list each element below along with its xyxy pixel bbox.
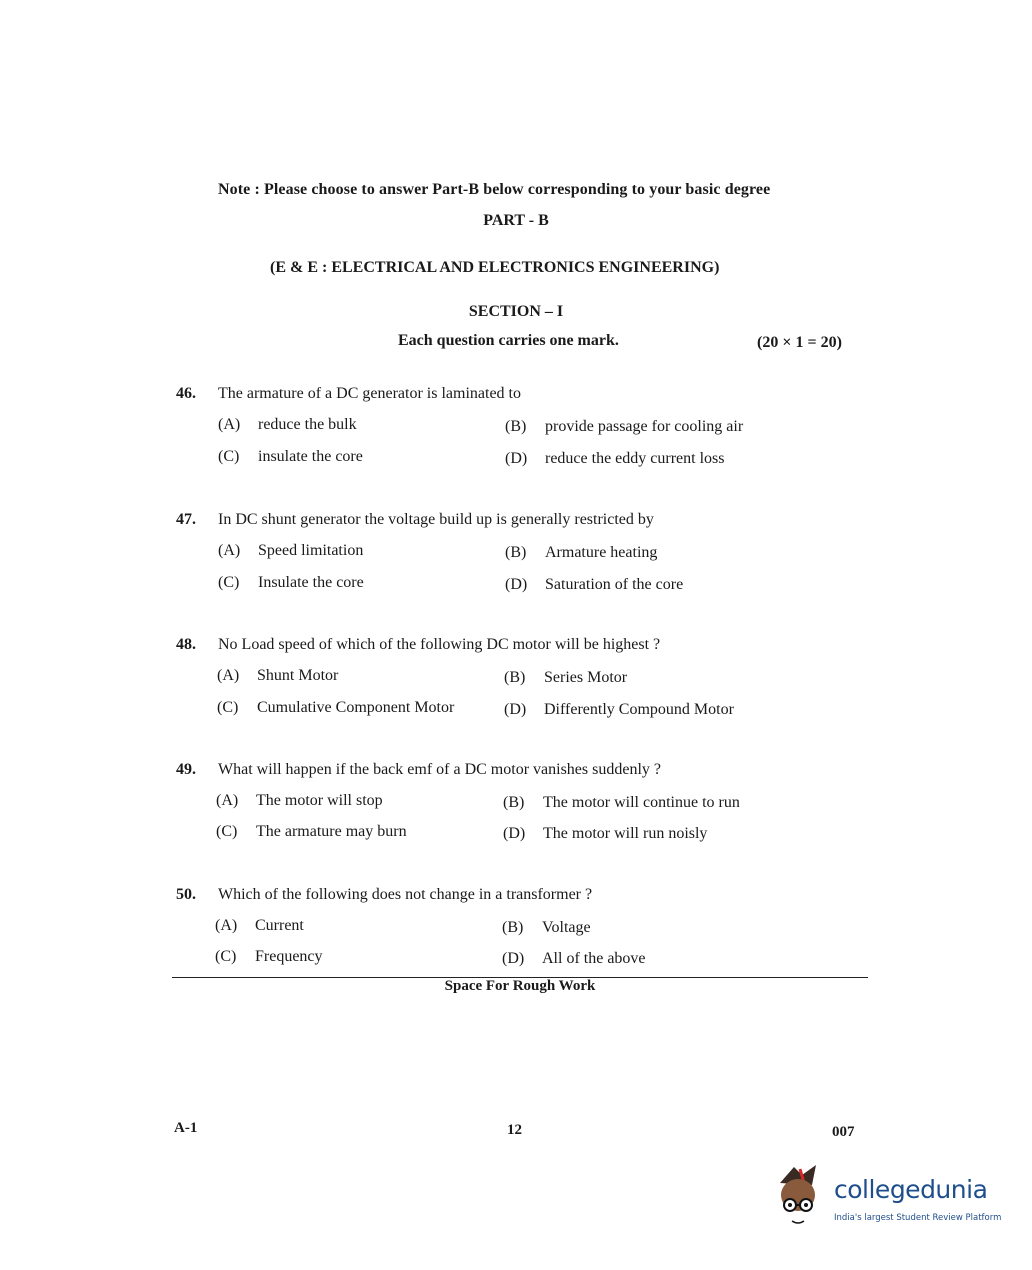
note-text: Note : Please choose to answer Part-B below corresponding to your basic degree [218, 181, 771, 198]
option-a: (A) The motor will stop [216, 792, 383, 809]
mascot-icon [772, 1163, 832, 1227]
subject-heading: (E & E : ELECTRICAL AND ELECTRONICS ENGINEERING) [270, 259, 720, 276]
page-number: 12 [507, 1122, 522, 1138]
question-47 [176, 511, 876, 611]
question-number: 47. [176, 511, 196, 528]
option-a: (A) reduce the bulk [218, 416, 357, 433]
question-text: In DC shunt generator the voltage build up is generally restricted by [218, 511, 654, 528]
marks-instruction: Each question carries one mark. [398, 332, 619, 349]
option-d: (D) Saturation of the core [505, 576, 684, 593]
question-number: 49. [176, 761, 196, 778]
option-b: (B) Armature heating [505, 544, 658, 561]
question-48 [176, 636, 876, 736]
part-heading: PART - B [483, 212, 549, 229]
option-a: (A) Shunt Motor [217, 667, 339, 684]
question-text: No Load speed of which of the following DC motor will be highest ? [218, 636, 661, 653]
option-c: (C) insulate the core [218, 448, 363, 465]
collegedunia-logo [772, 1163, 1002, 1233]
option-b: (B) provide passage for cooling air [505, 418, 744, 435]
option-b: (B) The motor will continue to run [503, 794, 740, 811]
marks-total: (20 × 1 = 20) [757, 334, 842, 351]
option-d: (D) All of the above [502, 950, 646, 967]
question-text: The armature of a DC generator is laminated to [218, 385, 521, 402]
question-number: 46. [176, 385, 196, 402]
option-d: (D) reduce the eddy current loss [505, 450, 725, 467]
option-c: (C) Cumulative Component Motor [217, 699, 455, 716]
question-text: What will happen if the back emf of a DC motor vanishes suddenly ? [218, 761, 661, 778]
logo-tagline: India's largest Student Review Platform [834, 1213, 1002, 1223]
option-c: (C) Frequency [215, 948, 323, 965]
option-b: (B) Series Motor [504, 669, 628, 686]
section-heading: SECTION – I [468, 303, 564, 320]
question-50 [176, 886, 876, 986]
option-c: (C) The armature may burn [216, 823, 407, 840]
question-49 [176, 761, 876, 861]
question-46 [176, 385, 876, 485]
booklet-series: A-1 [174, 1120, 198, 1136]
question-number: 48. [176, 636, 196, 653]
option-a: (A) Speed limitation [218, 542, 364, 559]
rough-work-label: Space For Rough Work [444, 978, 596, 994]
question-text: Which of the following does not change in a transformer ? [218, 886, 593, 903]
paper-code: 007 [832, 1124, 855, 1140]
option-d: (D) Differently Compound Motor [504, 701, 734, 718]
question-number: 50. [176, 886, 196, 903]
option-b: (B) Voltage [502, 919, 591, 936]
option-d: (D) The motor will run noisly [503, 825, 708, 842]
option-c: (C) Insulate the core [218, 574, 364, 591]
option-a: (A) Current [215, 917, 304, 934]
logo-wordmark: collegedunia [834, 1175, 988, 1204]
